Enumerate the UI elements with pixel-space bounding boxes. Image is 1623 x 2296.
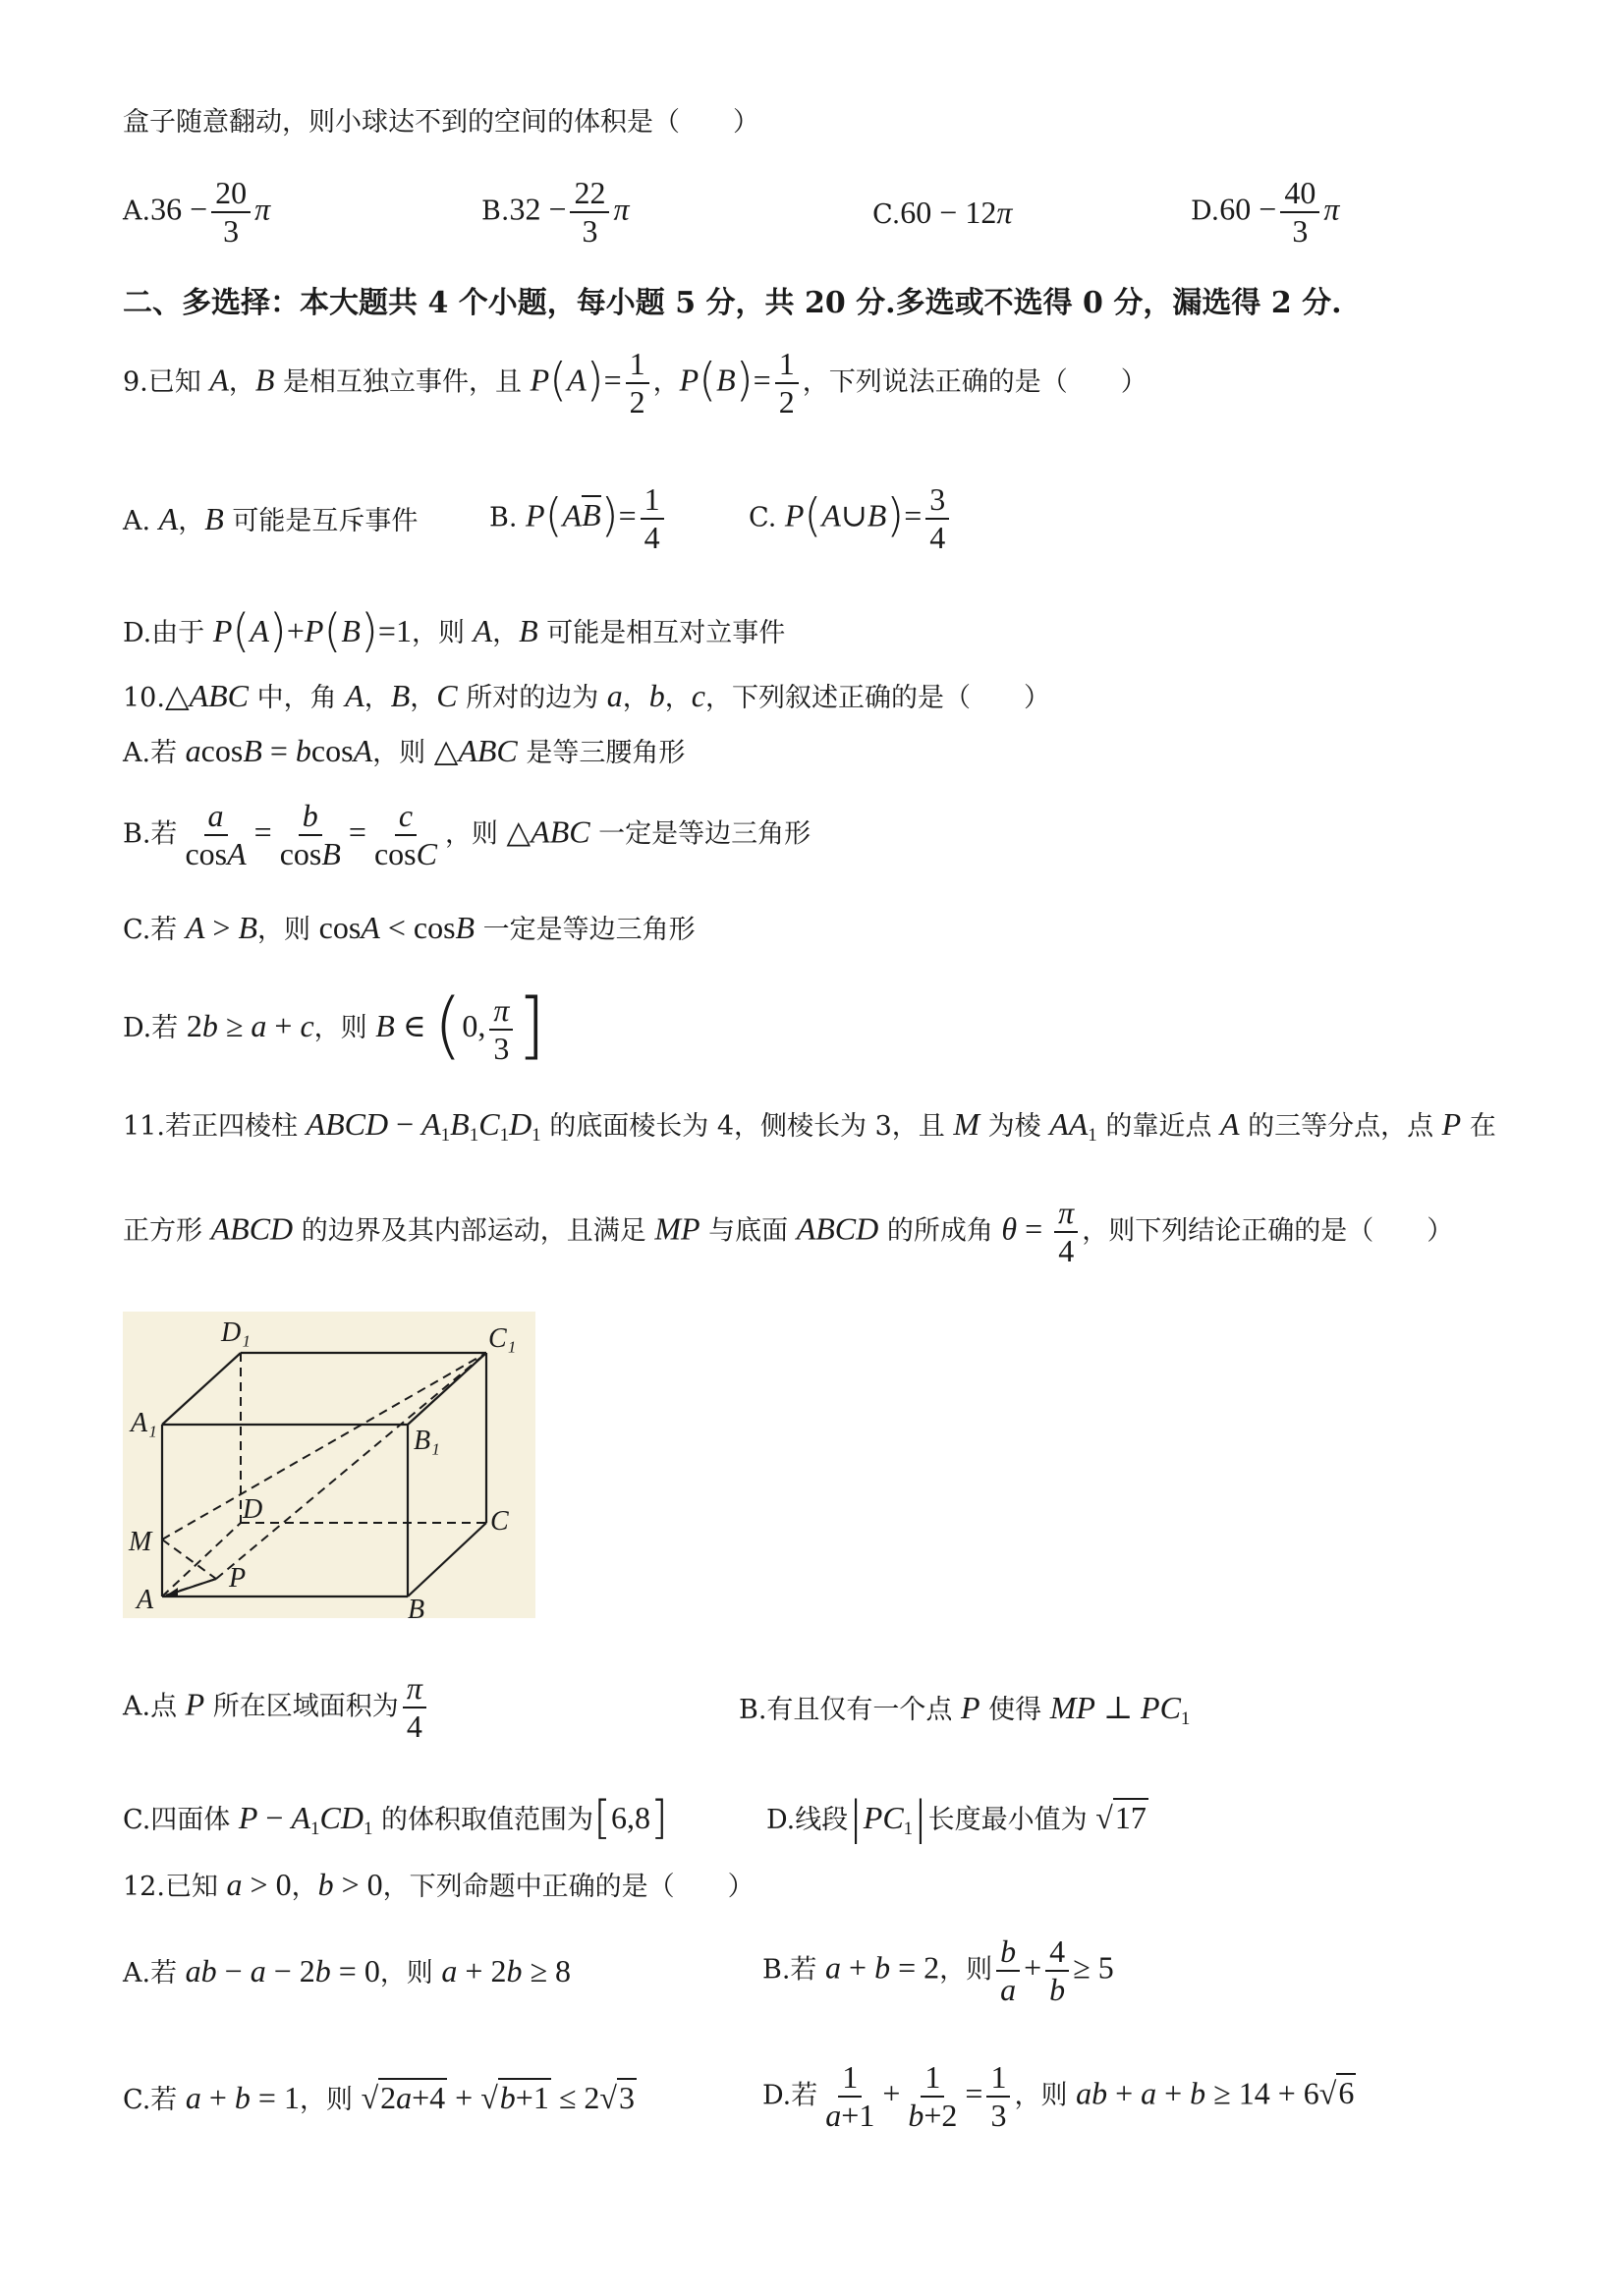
figure-background: [123, 1312, 535, 1618]
q12-option-a[interactable]: A.若 ab − a − 2b = 0，则 a + 2b ≥ 8: [123, 1953, 572, 1988]
q9-option-c[interactable]: C. P(A∪B)= $\frac{3}{4}$: [749, 481, 953, 556]
label-c1: C₁: [488, 1323, 517, 1354]
q8-option-b[interactable]: B.32 − $\frac{22}{3}$ π: [481, 175, 630, 249]
q10-option-d[interactable]: D.若 2b ≥ a + c，则 B ∈ (0, $\frac{\pi}{3}$ ]: [123, 983, 546, 1068]
label-b: B: [408, 1595, 425, 1618]
q11-option-c[interactable]: C.四面体 $P - A_1CD_1$ 的体积取值范围为[6,8]: [123, 1791, 668, 1844]
q9-option-b[interactable]: B. P(AB)= $\frac{1}{4}$: [489, 481, 668, 556]
q11-stem-line2: 正方形 ABCD 的边界及其内部运动，且满足 MP 与底面 ABCD 的所成角 θ = $\frac{\pi}{4}$ ，则下列结论正确的是（ ）: [123, 1195, 1454, 1268]
q9-option-a[interactable]: A. A，B 可能是互斥事件: [123, 501, 419, 536]
prism-figure: [123, 1312, 535, 1618]
q10-stem: 10.△ABC 中，角 A，B，C 所对的边为 a，b，c，下列叙述正确的是（ ）: [123, 678, 1050, 713]
q8-option-d[interactable]: D.60 − $\frac{40}{3}$ π: [1191, 175, 1340, 249]
label-d1: D₁: [221, 1317, 251, 1348]
q10-option-a[interactable]: A.若 acosB = bcosA，则 △ABC 是等三腰角形: [123, 733, 686, 768]
label-b1: B₁: [414, 1426, 440, 1456]
q12-stem: 12.已知 a > 0，b > 0，下列命题中正确的是（ ）: [123, 1867, 755, 1902]
label-a1: A₁: [131, 1408, 157, 1438]
q11-stem-line1: 11.若正四棱柱 ABCD − $A_1B_1C_1D_1$ 的底面棱长为 4，侧棱长为 3，且 M 为棱 $AA_1$ 的靠近点 A 的三等分点，点 P 在: [123, 1106, 1496, 1146]
q8-option-c[interactable]: C.60 − 12π: [872, 195, 1013, 230]
q11-option-a[interactable]: A.点 P 所在区域面积为 $\frac{\pi}{4}$: [123, 1670, 430, 1745]
q11-option-b[interactable]: B.有且仅有一个点 P 使得 MP ⊥ $PC_1$: [739, 1690, 1191, 1729]
q9-stem: 9.已知 A，B 是相互独立事件，且 P(A)= $\frac{1}{2}$ ，P(B)= $\frac{1}{2}$ ，下列说法正确的是（ ）: [123, 346, 1147, 420]
q12-option-c[interactable]: C.若 a + b = 1，则 √2a+4 + √b+1 ≤ 2√3: [123, 2080, 635, 2115]
section-2-header: 二、多选择：本大题共 4 个小题，每小题 5 分，共 20 分.多选或不选得 0 分，漏选得 2 分.: [123, 286, 1342, 320]
q12-option-d[interactable]: D.若 $\frac{1}{a+1}$ + $\frac{1}{b+2}$ = $\frac{1}{3}$ ，则 ab + a + b ≥ 14 + 6√6: [762, 2059, 1355, 2133]
label-p: P: [229, 1563, 247, 1594]
label-a: A: [137, 1585, 154, 1615]
q10-option-c[interactable]: C.若 A > B，则 cosA < cosB 一定是等边三角形: [123, 910, 696, 945]
q8-stem-tail: 盒子随意翻动，则小球达不到的空间的体积是（ ）: [123, 107, 759, 138]
q10-option-b[interactable]: B.若 $\frac{a}{\cos A}$ = $\frac{b}{\cos B}$ = $\frac{c}{\cos C}$ ，则 △ABC 一定是等边三角形: [123, 798, 812, 871]
label-m: M: [129, 1527, 152, 1557]
label-d: D: [243, 1494, 263, 1525]
label-c: C: [490, 1506, 509, 1537]
q11-option-d[interactable]: D.线段$|PC_1|$长度最小值为 √17: [766, 1791, 1147, 1844]
q8-option-a[interactable]: A.36 − $\frac{20}{3}$ π: [123, 175, 271, 249]
q12-option-b[interactable]: B.若 a + b = 2，则 $\frac{b}{a}$ + $\frac{4}{b}$ ≥ 5: [762, 1933, 1114, 2007]
q9-option-d[interactable]: D.由于 P(A)+P(B)=1，则 A，B 可能是相互对立事件: [123, 604, 786, 657]
